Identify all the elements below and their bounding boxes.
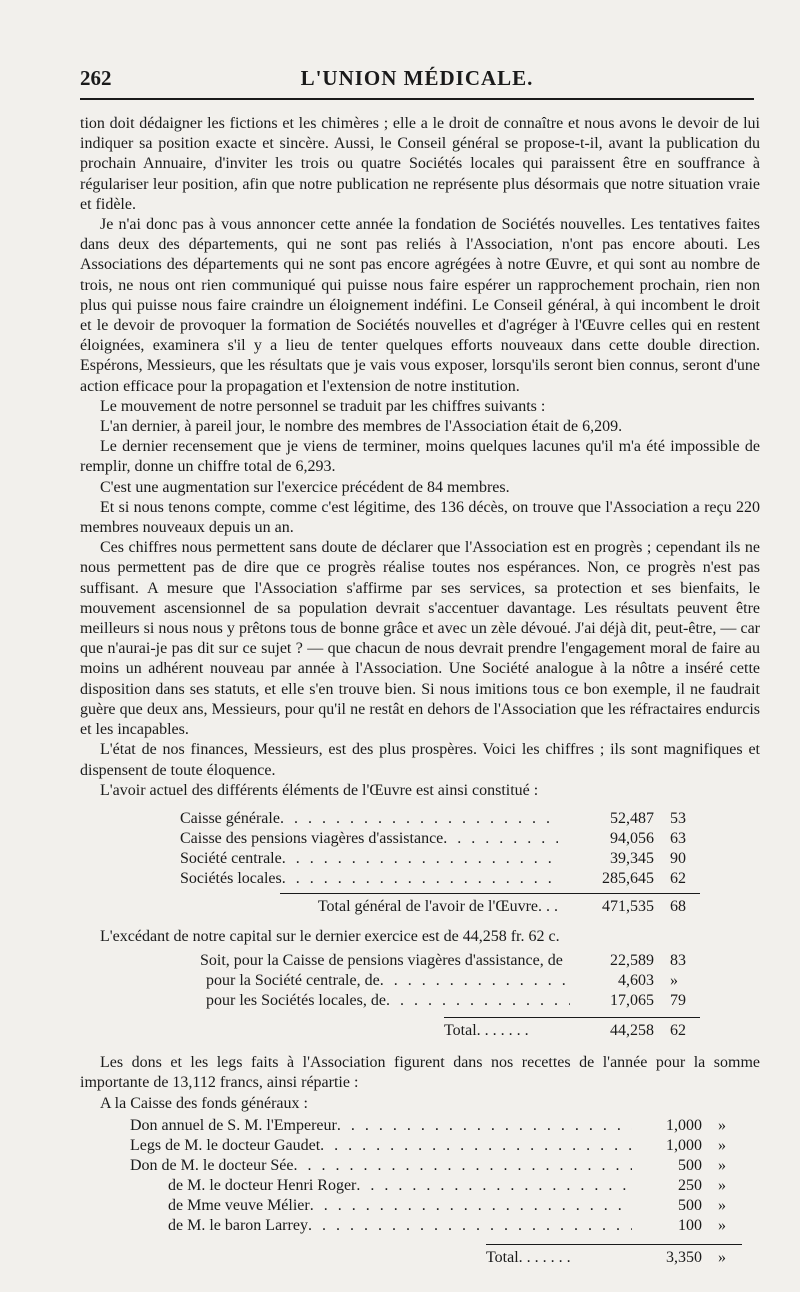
row-label: Caisse générale — [180, 809, 280, 827]
table-row — [200, 951, 700, 971]
row-label: pour la Société centrale, de — [206, 972, 380, 990]
paragraph: Ces chiffres nous permettent sans doute de déclarer que l'Association est en progrès ; cependant ils ne nous permettent pas de dire que ce progrès réalise toutes nos espérances. Non, ce progrès n'est pas suffisant. A mesure que l'Association s'affirme par ses services, sa protection et ses bienfaits, le mouvement ascensionnel de sa population devrait s'accentuer davantage. Les résultats peuvent être meilleurs si nous nous y prêtons tous de bonne grâce et avec un zèle dévoué. J'ai déjà dit, peut-être, — car que n'aurai-je pas dit sur ce sujet ? — que chacun de nous devrait prendre l'engagement moral de faire au moins un adhérent nouveau par année à l'Association. Une Société analogue à la nôtre a inséré cette disposition dans ses statuts, et elle s'en trouve bien. Si nous imitions tous ce bon exemple, il ne faudrait guère que deux ans, Messieurs, pour qu'il ne restât en dehors de l'Association que les réfractaires endurcis et les incapables. — [80, 539, 760, 739]
row-label: Don annuel de S. M. l'Empereur — [130, 1116, 337, 1134]
row-cents: » — [718, 1156, 726, 1174]
row-amount: 100 — [678, 1216, 702, 1234]
row-label: pour les Sociétés locales, de — [206, 992, 386, 1010]
row-amount: 39,345 — [610, 849, 654, 867]
dot-leader — [308, 1216, 632, 1236]
dot-leader — [282, 869, 558, 889]
row-cents: 90 — [670, 849, 686, 867]
total-cents: 62 — [670, 1022, 686, 1040]
row-label: Legs de M. le docteur Gaudet — [130, 1136, 321, 1154]
row-amount: 285,645 — [602, 869, 654, 887]
total-row — [486, 1244, 742, 1268]
row-label: Soit, pour la Caisse de pensions viagères d'assistance, de — [200, 952, 563, 970]
total-amount: 44,258 — [610, 1022, 654, 1040]
table-row — [130, 1156, 742, 1176]
paragraph: L'an dernier, à pareil jour, le nombre des membres de l'Association était de 6,209. — [100, 418, 623, 436]
total-row — [280, 893, 700, 917]
row-amount: 1,000 — [666, 1116, 702, 1134]
paragraph: C'est une augmentation sur l'exercice précédent de 84 membres. — [100, 478, 510, 496]
section-heading: A la Caisse des fonds généraux : — [100, 1094, 308, 1112]
row-cents: 79 — [670, 992, 686, 1010]
table-row — [200, 971, 700, 991]
paragraph: Et si nous tenons compte, comme c'est légitime, des 136 décès, on trouve que l'Association a reçu 220 membres nouveaux depuis un an. — [80, 498, 760, 537]
dot-leader — [380, 971, 570, 991]
table-row — [130, 1196, 742, 1216]
table-row — [130, 1176, 742, 1196]
row-amount: 17,065 — [610, 992, 654, 1010]
total-cents: 68 — [670, 897, 686, 915]
row-label: Don de M. le docteur Sée — [130, 1156, 294, 1174]
dot-leader — [320, 1136, 632, 1156]
total-label: Total. . . . . . . — [486, 1248, 571, 1266]
table-row — [180, 829, 700, 849]
paragraph: Le mouvement de notre personnel se traduit par les chiffres suivants : — [100, 397, 546, 415]
table-row — [130, 1216, 742, 1236]
row-amount: 22,589 — [610, 952, 654, 970]
row-label: de M. le docteur Henri Roger — [168, 1176, 357, 1194]
total-amount: 3,350 — [666, 1248, 702, 1266]
row-amount: 500 — [678, 1196, 702, 1214]
row-cents: » — [670, 972, 678, 990]
dot-leader — [443, 829, 558, 849]
paragraph: Les dons et les legs faits à l'Association figurent dans nos recettes de l'année pour la somme importante de 13,112 francs, ainsi répartie : — [80, 1054, 760, 1092]
total-cents: » — [718, 1248, 726, 1266]
table-row — [180, 849, 700, 869]
dot-leader — [280, 809, 558, 829]
row-cents: 62 — [670, 869, 686, 887]
dot-leader — [337, 1116, 632, 1136]
row-cents: 83 — [670, 952, 686, 970]
row-cents: » — [718, 1176, 726, 1194]
row-amount: 250 — [678, 1176, 702, 1194]
table-row — [130, 1136, 742, 1156]
row-cents: 63 — [670, 829, 686, 847]
row-amount: 500 — [678, 1156, 702, 1174]
excedent-table — [80, 951, 700, 1041]
row-cents: » — [718, 1136, 726, 1154]
dot-leader — [310, 1196, 632, 1216]
paragraph: L'état de nos finances, Messieurs, est des plus prospères. Voici les chiffres ; ils sont magnifiques et dispensent de toute éloquence. — [80, 741, 760, 779]
avoir-table — [80, 809, 700, 917]
row-cents: » — [718, 1196, 726, 1214]
dot-leader — [282, 849, 558, 869]
paragraph: L'avoir actuel des différents éléments de l'Œuvre est ainsi constitué : — [100, 781, 539, 799]
row-amount: 4,603 — [618, 972, 654, 990]
dot-leader — [294, 1156, 632, 1176]
article-body — [80, 114, 760, 1268]
row-amount: 52,487 — [610, 809, 654, 827]
total-amount: 471,535 — [602, 897, 654, 915]
table-row — [180, 809, 700, 829]
row-label: Société centrale — [180, 849, 282, 867]
row-cents: » — [718, 1216, 726, 1234]
row-amount: 1,000 — [666, 1136, 702, 1154]
row-amount: 94,056 — [610, 829, 654, 847]
row-cents: 53 — [670, 809, 686, 827]
table-row — [200, 991, 700, 1011]
total-label: Total. . . . . . . — [444, 1022, 529, 1040]
page-header — [80, 64, 754, 100]
page-number: 262 — [80, 66, 112, 90]
paragraph: Le dernier recensement que je viens de terminer, moins quelques lacunes qu'il m'a été impossible de remplir, donne un chiffre total de 6,293. — [80, 438, 760, 476]
row-label: Sociétés locales — [180, 869, 282, 887]
table-row — [180, 869, 700, 889]
row-label: Caisse des pensions viagères d'assistance — [180, 829, 444, 847]
dot-leader — [386, 991, 570, 1011]
running-title: L'UNION MÉDICALE. — [300, 66, 534, 90]
row-cents: » — [718, 1116, 726, 1134]
dot-leader — [356, 1176, 632, 1196]
paragraph: tion doit dédaigner les fictions et les chimères ; elle a le droit de connaître et nous avons le devoir de lui indiquer sa position exacte et sincère. Aussi, le Conseil général se propose-t-il, avant la publication du prochain Annuaire, d'inviter les trois ou quatre Sociétés locales qui paraissent être en souffrance à régulariser leur position, afin que notre publication ne représente plus désormais que notre situation vraie et fidèle. — [80, 115, 760, 213]
dons-table — [80, 1116, 742, 1268]
total-label: Total général de l'avoir de l'Œuvre. . . — [317, 897, 558, 915]
table-row — [130, 1116, 742, 1136]
row-label: de M. le baron Larrey — [168, 1216, 308, 1234]
paragraph: L'excédant de notre capital sur le dernier exercice est de 44,258 fr. 62 c. — [100, 927, 560, 945]
paragraph: Je n'ai donc pas à vous annoncer cette année la fondation de Sociétés nouvelles. Les tentatives faites dans deux des départements, qui ne sont pas reliés à l'Association, n'ont pas encore abouti. Les Associations des départements qui ne sont pas encore agrégées à notre Œuvre, et qui sont au nombre de trois, ne nous ont rien communiqué qui puisse nous faire espérer un rapprochement prochain, rien non plus qui puisse nous faire craindre un éloignement indéfini. Le Conseil général, à qui incombent le droit et le devoir de provoquer la formation de Sociétés nouvelles et d'agréger à l'Œuvre celles qui en restent éloignées, examinera s'il y a lieu de tenter quelques efforts nouveaux dans cette double direction. Espérons, Messieurs, que les résultats que je vais vous exposer, lorsqu'ils seront bien connus, seront d'une action efficace pour la propagation et l'extension de notre institution. — [80, 216, 760, 395]
total-row — [444, 1017, 700, 1041]
row-label: de Mme veuve Mélier — [168, 1196, 310, 1214]
